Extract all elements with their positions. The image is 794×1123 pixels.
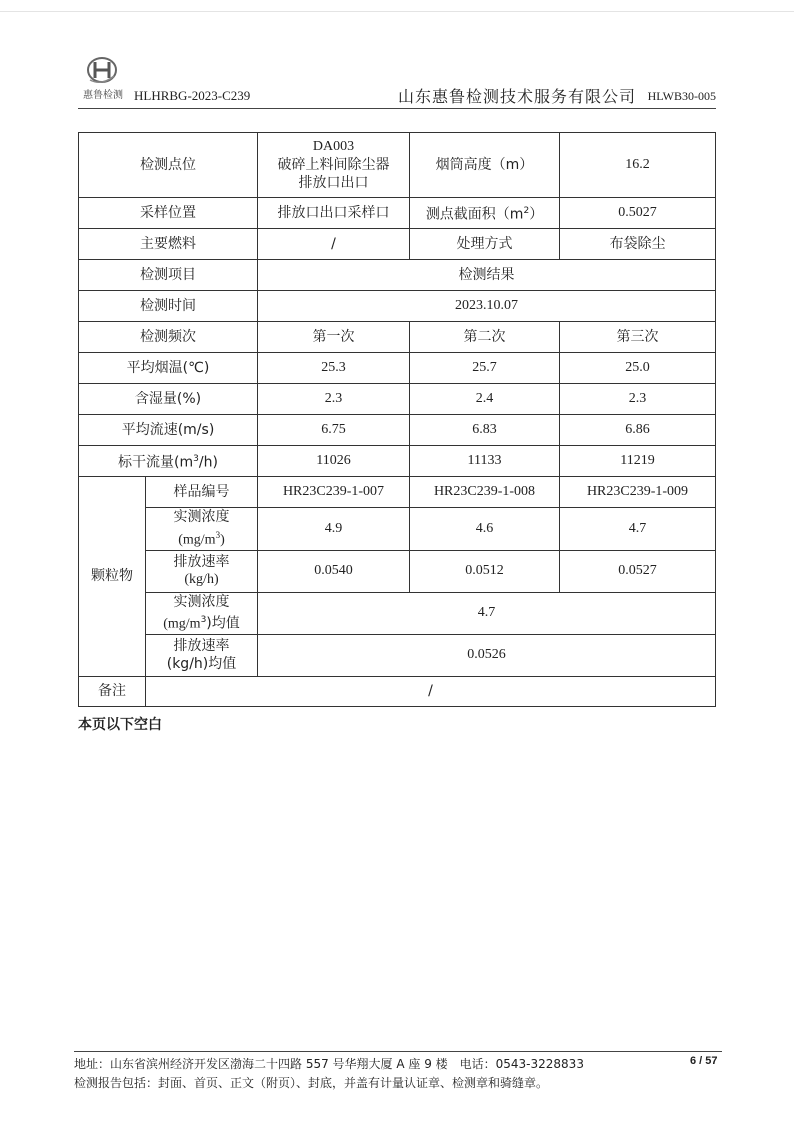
rate-2: 0.0512: [410, 550, 560, 592]
sample-3: HR23C239-1-009: [560, 477, 716, 508]
time-label: 检测时间: [79, 291, 258, 322]
moisture-label: 含湿量(%): [79, 384, 258, 415]
footer-includes: 检测报告包括：封面、首页、正文（附页）、封底，并盖有计量认证章、检测章和骑缝章。: [74, 1076, 549, 1090]
area-label: 测点截面积$(m^2)$: [410, 198, 560, 229]
temp-label: 平均烟温(℃): [79, 353, 258, 384]
table-row: [79, 477, 716, 508]
freq-label: 检测频次: [79, 322, 258, 353]
flow-2: 11133: [410, 446, 560, 477]
moisture-2: 2.4: [410, 384, 560, 415]
report-number: HLHRBG-2023-C239: [134, 88, 251, 103]
temp-1: 25.3: [258, 353, 410, 384]
velocity-1: 6.75: [258, 415, 410, 446]
sampling-value: 排放口出口采样口: [258, 198, 410, 229]
treatment-label: 处理方式: [410, 229, 560, 260]
sample-label: 样品编号: [146, 477, 258, 508]
flow-1: 11026: [258, 446, 410, 477]
table-row: [79, 550, 716, 592]
table-row: [79, 446, 716, 477]
stack-height-label: 烟筒高度（m）: [410, 133, 560, 198]
point-desc-1: 破碎上料间除尘器: [277, 157, 390, 173]
remark-label: 备注: [79, 676, 146, 706]
rate-1: 0.0540: [258, 550, 410, 592]
results-table: [78, 132, 716, 707]
form-code: HLWB30-005: [647, 89, 716, 103]
table-row: [79, 676, 716, 706]
conc-avg-value: 4.7: [258, 592, 716, 634]
velocity-label: 平均流速(m/s): [79, 415, 258, 446]
point-desc-2: 排放口出口: [298, 175, 369, 191]
point-code: DA003: [312, 139, 355, 154]
company-logo: [78, 56, 126, 102]
table-row: [79, 198, 716, 229]
table-row: [79, 384, 716, 415]
item-label: 检测项目: [79, 260, 258, 291]
conc-3: 4.7: [560, 508, 716, 551]
item-value: 检测结果: [258, 260, 716, 291]
footer-divider: [74, 1051, 722, 1052]
sampling-label: 采样位置: [79, 198, 258, 229]
treatment-value: 布袋除尘: [560, 229, 716, 260]
page-number: 6 / 57: [690, 1055, 718, 1067]
header-divider: [78, 108, 716, 109]
table-row: [79, 592, 716, 634]
blank-below-note: 本页以下空白: [78, 717, 162, 733]
freq-2: 第二次: [410, 322, 560, 353]
time-value: 2023.10.07: [258, 291, 716, 322]
sample-1: HR23C239-1-007: [258, 477, 410, 508]
rate-avg-label: 排放速率 (kg/h)均值: [146, 634, 258, 676]
freq-1: 第一次: [258, 322, 410, 353]
table-row: [79, 415, 716, 446]
table-row: [79, 133, 716, 198]
page-header: [78, 56, 716, 106]
table-row: [79, 260, 716, 291]
table-row: [79, 291, 716, 322]
table-row: [79, 353, 716, 384]
table-row: [79, 322, 716, 353]
rate-avg-value: 0.0526: [258, 634, 716, 676]
moisture-3: 2.3: [560, 384, 716, 415]
table-row: [79, 229, 716, 260]
freq-3: 第三次: [560, 322, 716, 353]
logo-text: 惠鲁检测: [83, 90, 123, 101]
stack-height-value: 16.2: [560, 133, 716, 198]
flow-3: 11219: [560, 446, 716, 477]
conc-2: 4.6: [410, 508, 560, 551]
point-value: [258, 133, 410, 198]
velocity-3: 6.86: [560, 415, 716, 446]
area-value: 0.5027: [560, 198, 716, 229]
sample-2: HR23C239-1-008: [410, 477, 560, 508]
velocity-2: 6.83: [410, 415, 560, 446]
particulate-label: 颗粒物: [79, 477, 146, 677]
table-row: [79, 508, 716, 551]
moisture-1: 2.3: [258, 384, 410, 415]
point-label: 检测点位: [79, 133, 258, 198]
top-edge-line: [0, 11, 794, 12]
footer-address: 地址：山东省滨州经济开发区渤海二十四路 557 号华翔大厦 A 座 9 楼 电话：0543-3228833: [74, 1057, 584, 1071]
table-row: [79, 634, 716, 676]
logo-emblem-icon: [86, 56, 118, 86]
remark-value: /: [146, 676, 716, 706]
conc-label: 实测浓度 $(mg/m^3)$: [146, 508, 258, 551]
flow-label: 标干流量$(m^3/h)$: [79, 446, 258, 477]
rate-label: 排放速率 (kg/h): [146, 550, 258, 592]
fuel-label: 主要燃料: [79, 229, 258, 260]
temp-2: 25.7: [410, 353, 560, 384]
conc-avg-label: 实测浓度 $(mg/m^3)$均值: [146, 592, 258, 634]
temp-3: 25.0: [560, 353, 716, 384]
fuel-value: /: [258, 229, 410, 260]
conc-1: 4.9: [258, 508, 410, 551]
rate-3: 0.0527: [560, 550, 716, 592]
company-name: 山东惠鲁检测技术服务有限公司: [397, 87, 636, 106]
